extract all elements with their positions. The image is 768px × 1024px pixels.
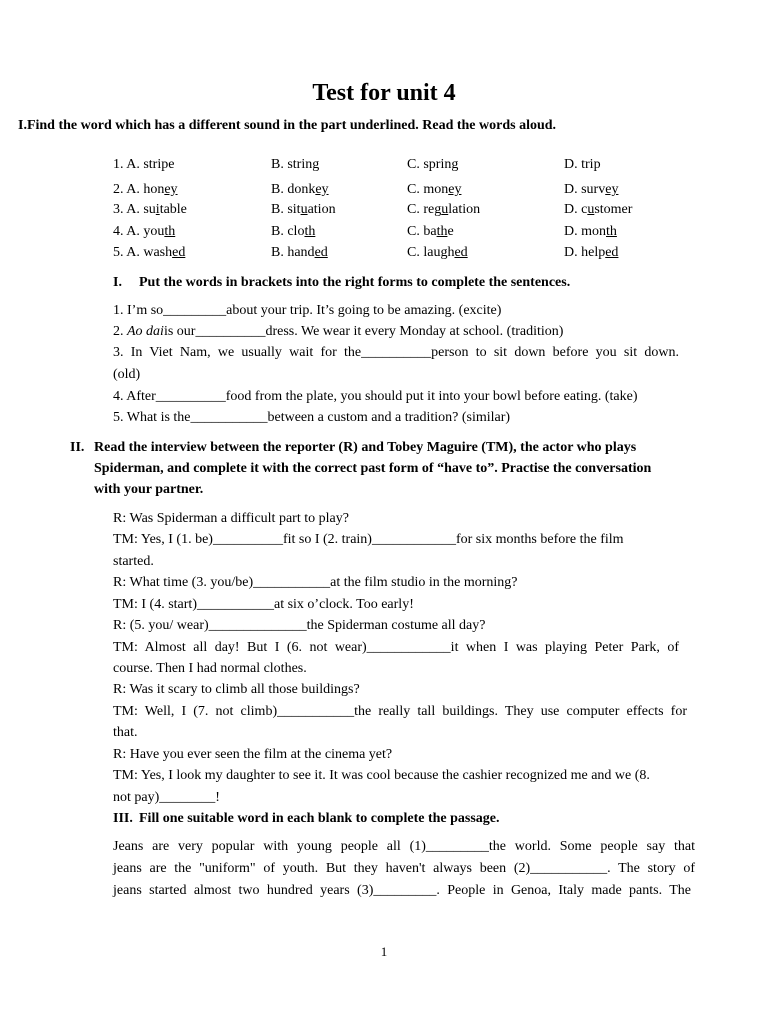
underlined-part: u bbox=[441, 202, 449, 217]
underlined-part: ed bbox=[454, 245, 468, 260]
underlined-part: ey bbox=[164, 182, 178, 197]
page-number: 1 bbox=[380, 944, 388, 959]
word-option bbox=[271, 222, 315, 242]
word-option bbox=[271, 243, 328, 263]
dialogue-line: not pay)________! bbox=[113, 790, 220, 805]
section-3-heading-line-1: Read the interview between the reporter (R) and Tobey Maguire (TM), the actor who plays bbox=[94, 440, 637, 455]
dialogue-line: R: Was it scary to climb all those buildings? bbox=[113, 682, 360, 697]
word-option bbox=[271, 200, 336, 220]
word-part: B. donk bbox=[271, 182, 316, 197]
sentence-3: 3. In Viet Nam, we usually wait for the__________person to sit down before you sit down. bbox=[113, 345, 679, 360]
underlined-part: ed bbox=[172, 245, 186, 260]
word-part: 2. A. hon bbox=[113, 182, 165, 197]
word-option bbox=[564, 155, 601, 175]
word-part: C. reg bbox=[407, 202, 442, 217]
word-option bbox=[113, 180, 178, 200]
underlined-part: th bbox=[606, 224, 617, 239]
word-part: ation bbox=[307, 202, 336, 217]
underlined-part: ed bbox=[314, 245, 328, 260]
dialogue-line: that. bbox=[113, 725, 138, 740]
underlined-part: ey bbox=[605, 182, 619, 197]
sentence-2 bbox=[113, 321, 563, 342]
passage-line: Jeans are very popular with young people all (1)_________the world. Some people say that bbox=[113, 839, 695, 854]
dialogue-line: TM: Yes, I look my daughter to see it. It was cool because the cashier recognized me and we (8. bbox=[113, 768, 650, 783]
word-option bbox=[113, 200, 187, 220]
word-part: B. stri bbox=[271, 157, 306, 172]
underlined-part: ed bbox=[605, 245, 619, 260]
word-part: 5. A. wash bbox=[113, 245, 173, 260]
section-3-heading-line-2: Spiderman, and complete it with the correct past form of “have to”. Practise the conversation bbox=[94, 461, 652, 476]
word-part: ng bbox=[444, 157, 459, 172]
section-2-heading: Put the words in brackets into the right forms to complete the sentences. bbox=[139, 275, 571, 290]
word-part: e bbox=[447, 224, 454, 239]
dialogue-line: R: What time (3. you/be)___________at the film studio in the morning? bbox=[113, 575, 518, 590]
word-option bbox=[407, 243, 468, 263]
underlined-part: th bbox=[304, 224, 316, 239]
word-option bbox=[113, 155, 174, 175]
word-part: C. laugh bbox=[407, 245, 455, 260]
word-part: C. mon bbox=[407, 182, 449, 197]
passage-line: jeans started almost two hundred years (3)_________. People in Genoa, Italy made pants. The bbox=[113, 883, 691, 898]
sentence-5: 5. What is the___________between a custom and a tradition? (similar) bbox=[113, 410, 511, 425]
word-part: D. tri bbox=[564, 157, 594, 172]
section-1-heading: I.Find the word which has a different sound in the part underlined. Read the words aloud. bbox=[18, 118, 557, 133]
word-part: p bbox=[593, 157, 601, 172]
underlined-part: i bbox=[155, 202, 160, 217]
word-part: D. c bbox=[564, 202, 588, 217]
word-option bbox=[113, 243, 185, 263]
passage-line: jeans are the "uniform" of youth. But they haven't always been (2)___________. The story of bbox=[113, 861, 695, 876]
sentence-2-text: is our__________dress. We wear it every Monday at school. (tradition) bbox=[163, 324, 564, 339]
word-part: C. ba bbox=[407, 224, 437, 239]
dialogue-line: TM: Well, I (7. not climb)___________the really tall buildings. They use computer effects for bbox=[113, 704, 687, 719]
word-part: lation bbox=[448, 202, 481, 217]
page-title: Test for unit 4 bbox=[312, 80, 456, 106]
section-4-heading: Fill one suitable word in each blank to complete the passage. bbox=[139, 811, 500, 826]
word-option bbox=[113, 222, 175, 242]
word-part: B. hand bbox=[271, 245, 315, 260]
word-option bbox=[564, 180, 618, 200]
section-4-number: III. bbox=[113, 811, 133, 826]
word-part: C. spri bbox=[407, 157, 445, 172]
dialogue-line: course. Then I had normal clothes. bbox=[113, 661, 307, 676]
sentence-1: 1. I’m so_________about your trip. It’s going to be amazing. (excite) bbox=[113, 303, 502, 318]
underlined-part: u bbox=[300, 202, 308, 217]
dialogue-line: TM: Almost all day! But I (6. not wear)____________it when I was playing Peter Park, of bbox=[113, 640, 679, 655]
word-part: 3. A. su bbox=[113, 202, 156, 217]
word-option bbox=[564, 200, 632, 220]
sentence-2-italic: Ao dai bbox=[127, 324, 164, 339]
word-part: 4. A. you bbox=[113, 224, 165, 239]
dialogue-line: R: (5. you/ wear)______________the Spiderman costume all day? bbox=[113, 618, 486, 633]
underlined-part: ey bbox=[448, 182, 462, 197]
word-option bbox=[407, 200, 480, 220]
word-option bbox=[271, 155, 319, 175]
dialogue-line: TM: Yes, I (1. be)__________fit so I (2. train)____________for six months before the film bbox=[113, 532, 624, 547]
word-part: D. mon bbox=[564, 224, 606, 239]
sentence-3-cont: (old) bbox=[113, 367, 141, 382]
dialogue-line: R: Have you ever seen the film at the cinema yet? bbox=[113, 747, 393, 762]
sentence-4: 4. After__________food from the plate, you should put it into your bowl before eating. (take) bbox=[113, 389, 638, 404]
word-option bbox=[271, 180, 329, 200]
word-option bbox=[407, 222, 454, 242]
word-part: table bbox=[159, 202, 187, 217]
sentence-2-number: 2. bbox=[113, 324, 127, 339]
underlined-part: ey bbox=[315, 182, 329, 197]
underlined-part: u bbox=[587, 202, 595, 217]
section-3-heading-line-3: with your partner. bbox=[94, 482, 204, 497]
word-part: B. clo bbox=[271, 224, 305, 239]
word-part: D. surv bbox=[564, 182, 606, 197]
word-part: 1. A. stri bbox=[113, 157, 162, 172]
dialogue-line: started. bbox=[113, 554, 154, 569]
dialogue-line: TM: I (4. start)___________at six o’clock. Too early! bbox=[113, 597, 414, 612]
word-option bbox=[564, 243, 618, 263]
word-part: ng bbox=[305, 157, 320, 172]
section-3-number: II. bbox=[70, 440, 85, 455]
word-part: B. sit bbox=[271, 202, 301, 217]
underlined-part: th bbox=[164, 224, 176, 239]
word-part: stomer bbox=[594, 202, 633, 217]
underlined-part: th bbox=[436, 224, 448, 239]
section-2-number: I. bbox=[113, 275, 122, 290]
word-option bbox=[564, 222, 617, 242]
word-option bbox=[407, 180, 461, 200]
word-option bbox=[407, 155, 458, 175]
word-part: D. help bbox=[564, 245, 606, 260]
word-part: pe bbox=[161, 157, 175, 172]
dialogue-line: R: Was Spiderman a difficult part to play? bbox=[113, 511, 349, 526]
